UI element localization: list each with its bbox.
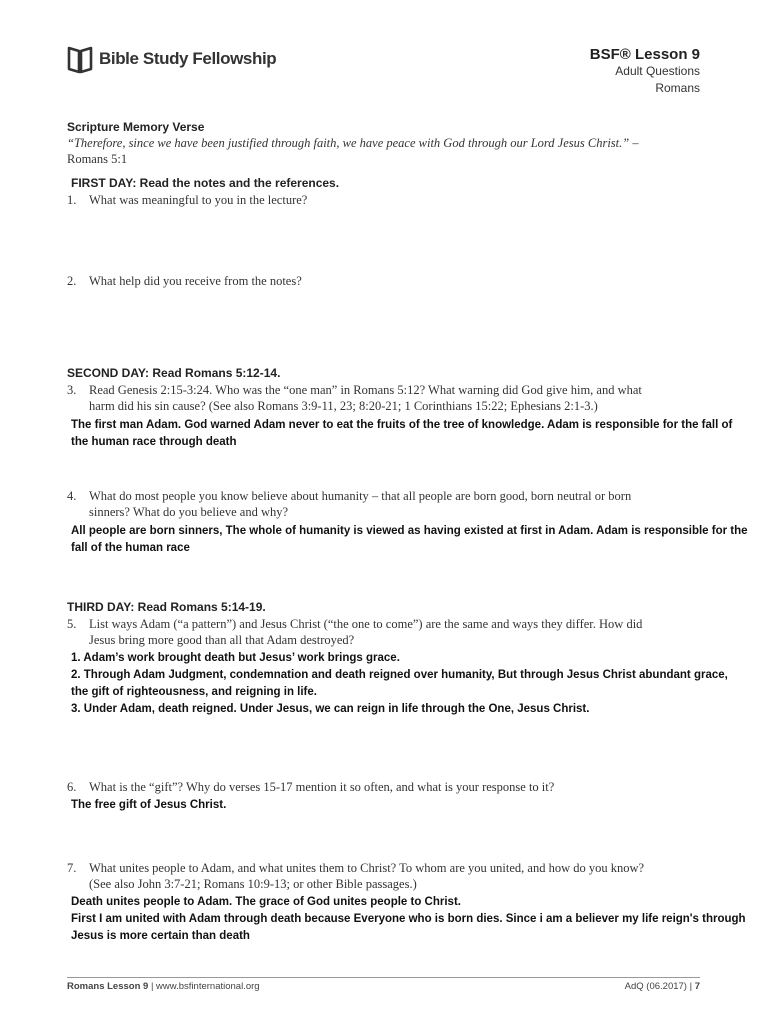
question-text: What was meaningful to you in the lecture? [89, 193, 308, 207]
footer-website: | www.bsfinternational.org [148, 981, 260, 992]
first-day-heading: FIRST DAY: Read the notes and the references. [71, 176, 340, 190]
lesson-subtitle-audience: Adult Questions [615, 64, 700, 78]
question-text: List ways Adam (“a pattern”) and Jesus Christ (“the one to come”) are the same and ways they differ. How did [89, 617, 643, 631]
question-text: What help did you receive from the notes? [89, 274, 302, 288]
question-number: 5. [67, 617, 77, 631]
question-number: 1. [67, 193, 77, 207]
answer-line: First I am united with Adam through death because Everyone who is born dies. Since i am a believer my life reign's through [71, 913, 746, 925]
question-text-cont: sinners? What do you believe and why? [89, 505, 289, 519]
lesson-title: BSF® Lesson 9 [589, 46, 700, 63]
memory-verse-reference: Romans 5:1 [67, 152, 128, 166]
answer-line: 3. Under Adam, death reigned. Under Jesus, we can reign in life through the One, Jesus Christ. [71, 703, 590, 715]
question-7 [67, 860, 707, 892]
answer-line: 1. Adam’s work brought death but Jesus’ work brings grace. [71, 652, 400, 664]
footer-right [625, 981, 700, 992]
third-day-heading: THIRD DAY: Read Romans 5:14-19. [67, 600, 266, 614]
answer-line: The free gift of Jesus Christ. [71, 799, 227, 811]
book-logo-icon [67, 44, 93, 74]
question-text: What is the “gift”? Why do verses 15-17 mention it so often, and what is your response to it? [89, 780, 555, 794]
footer-edition: AdQ (06.2017) | [624, 981, 695, 992]
question-number: 7. [67, 861, 77, 875]
memory-verse-text: “Therefore, since we have been justified through faith, we have peace with God through our Lord Jesus Christ.” – [67, 136, 639, 150]
page-number: 7 [694, 981, 700, 992]
answer-line: Death unites people to Adam. The grace of God unites people to Christ. [71, 896, 461, 908]
question-6 [67, 779, 707, 795]
answer-7 [71, 894, 761, 945]
question-text-cont: Jesus bring more good than all that Adam destroyed? [89, 633, 355, 647]
answer-5 [71, 650, 756, 718]
question-1 [67, 192, 707, 208]
footer-divider [67, 977, 700, 978]
bsf-logo [67, 44, 276, 74]
memory-verse-heading: Scripture Memory Verse [67, 120, 205, 134]
answer-line: 2. Through Adam Judgment, condemnation and death reigned over humanity, But through Jesus Christ abundant grace, [71, 669, 728, 681]
footer-lesson: Romans Lesson 9 [67, 981, 149, 992]
question-2 [67, 273, 707, 289]
answer-line: the gift of righteousness, and reigning in life. [71, 686, 317, 698]
answer-6 [71, 797, 751, 814]
question-text: What do most people you know believe about humanity – that all people are born good, born neutral or born [89, 489, 632, 503]
question-text-cont: harm did his sin cause? (See also Romans 3:9-11, 23; 8:20-21; 1 Corinthians 15:22; Ephesians 2:1-3.) [89, 399, 598, 413]
answer-line: The first man Adam. God warned Adam never to eat the fruits of the tree of knowledge. Adam is responsible for the fall of [71, 419, 733, 431]
question-3 [67, 382, 707, 414]
question-text: Read Genesis 2:15-3:24. Who was the “one man” in Romans 5:12? What warning did God give him, and what [89, 383, 642, 397]
question-number: 6. [67, 780, 77, 794]
question-4 [67, 488, 707, 520]
answer-line: fall of the human race [71, 542, 190, 554]
lesson-subtitle-book: Romans [655, 81, 700, 95]
question-5 [67, 616, 707, 648]
question-number: 3. [67, 383, 77, 397]
second-day-heading: SECOND DAY: Read Romans 5:12-14. [67, 366, 281, 380]
answer-line: Jesus is more certain than death [71, 930, 250, 942]
question-number: 4. [67, 489, 77, 503]
answer-line: All people are born sinners, The whole of humanity is viewed as having existed at first in Adam. Adam is responsible for the [71, 525, 748, 537]
answer-3 [71, 417, 751, 451]
question-text: What unites people to Adam, and what unites them to Christ? To whom are you united, and how do you know? [89, 861, 645, 875]
logo-text: Bible Study Fellowship [99, 49, 277, 68]
footer-left [67, 981, 260, 992]
question-number: 2. [67, 274, 77, 288]
lesson-header [590, 46, 700, 97]
question-text-cont: (See also John 3:7-21; Romans 10:9-13; or other Bible passages.) [89, 877, 417, 891]
answer-4 [71, 523, 756, 557]
answer-line: the human race through death [71, 436, 237, 448]
